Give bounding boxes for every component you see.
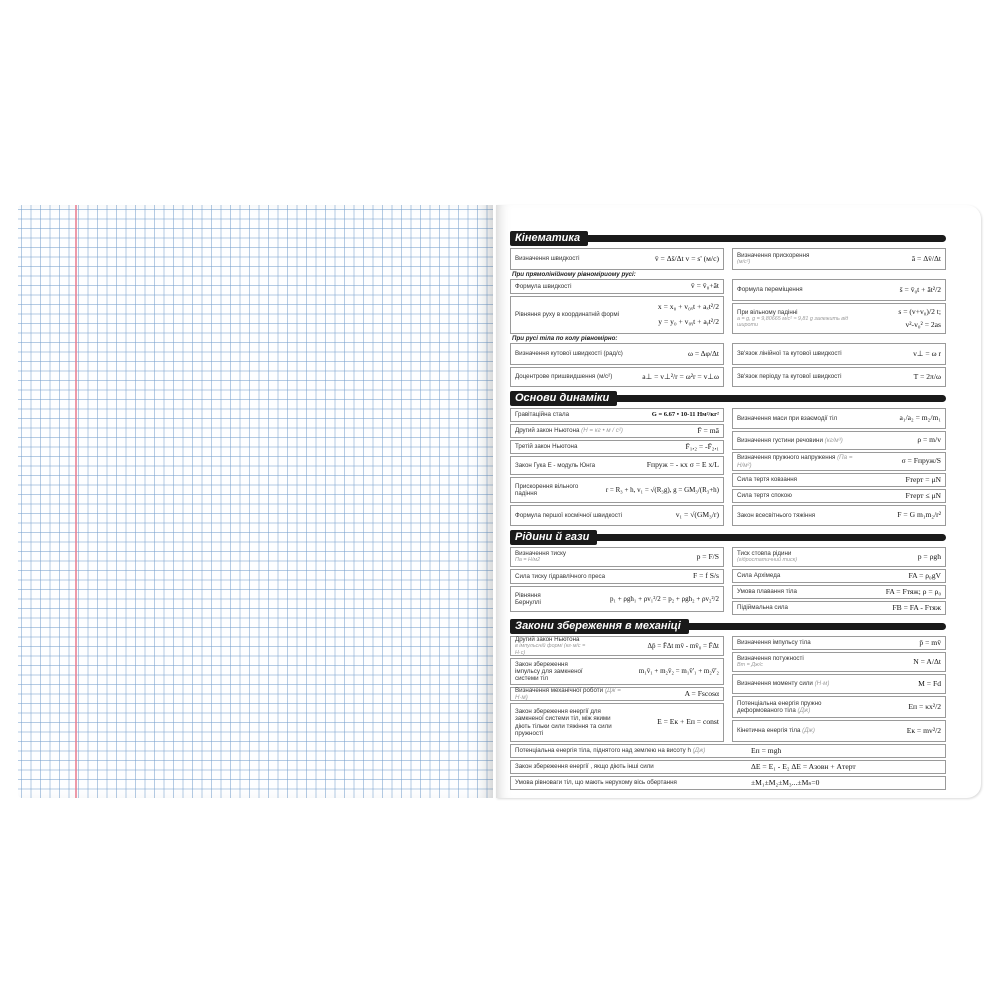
section-header-dynamics xyxy=(510,391,946,406)
notebook xyxy=(18,205,981,798)
formula-row xyxy=(510,248,946,270)
formula-row xyxy=(510,343,946,387)
formula: a⊥ = v⊥²/r = ω²r = v⊥ω xyxy=(642,371,719,381)
formula: p = F/S xyxy=(696,551,719,561)
section-header-conservation xyxy=(510,619,946,634)
formula-label: Визначення пружного напруження xyxy=(737,454,836,462)
formula-cell xyxy=(510,760,946,774)
formula-label: Закон всесвітнього тяжіння xyxy=(737,511,816,519)
section-bar xyxy=(590,534,946,541)
formula-cell xyxy=(732,696,946,718)
formula-note: (Дж = Н·м) xyxy=(515,686,621,701)
formula-label: Сила тертя ковзання xyxy=(737,476,798,484)
formula: Eп = κx²/2 xyxy=(908,701,941,711)
section-title: Закони збереження в механіці xyxy=(510,619,689,634)
formula: s̄ = v̄₀t + āt²/2 xyxy=(899,284,941,294)
formula-cell xyxy=(510,296,724,334)
formula-label: Другий закон Ньютона xyxy=(515,636,580,644)
formula: p̄ = mv̄ xyxy=(919,637,941,647)
formula-label: Потенціальна енергія тіла, піднятого над землею на висоту h xyxy=(515,747,691,755)
formula-label: Рівняння руху в координатній формі xyxy=(515,311,619,319)
formula: Eп = mgh xyxy=(751,745,782,755)
formula-cell xyxy=(732,569,946,583)
formula-cell xyxy=(510,569,724,584)
section-bar xyxy=(606,395,946,402)
formula-label: Тиск стовпа рідини xyxy=(737,550,792,558)
formula-cell xyxy=(732,408,946,429)
formula: FB = FA - Fтяж xyxy=(892,602,941,612)
formula: r = R₃ + h, v₁ = √(R₃g), g = GM₃/(R₃+h) xyxy=(605,485,719,494)
formula-label: Умова рівноваги тіл, що мають нерухому вісь обертання xyxy=(515,779,677,787)
formula: ΔE = E₁ - E₂ ΔE = Aзовн + Aтерт xyxy=(751,761,856,771)
formula-note: в імпульсній формі (кг·м/с = Н·с) xyxy=(515,643,586,656)
formula-label: Підіймальна сила xyxy=(737,604,788,612)
formula: Fпруж = - κx σ = E x/L xyxy=(646,460,719,470)
formula: v̄ = Δs̄/Δt v = s' (м/с) xyxy=(654,253,719,263)
subsection-title: При прямолінійному рівноміриому русі: xyxy=(512,271,636,278)
formula: v̄ = v̄₀+āt xyxy=(690,281,719,291)
formula-label: Третій закон Ньютона xyxy=(515,443,578,451)
margin-line xyxy=(75,205,77,798)
formula: T = 2π/ω xyxy=(913,371,941,381)
formula-label: Рівняння Бернуллі xyxy=(515,591,541,606)
formula-cell xyxy=(732,367,946,387)
formula-label: Визначення моменту сили xyxy=(737,680,813,688)
section-header-fluids xyxy=(510,530,946,545)
formula-list-full-width xyxy=(510,744,946,790)
formula-cell xyxy=(510,424,724,438)
formula: Fтерт ≤ μN xyxy=(905,490,941,500)
formula: FA = ρ₀gV xyxy=(908,570,941,580)
formula-label: Прискорення вільного падіння xyxy=(515,482,579,497)
formula: A = Fscosα xyxy=(684,688,719,698)
formula-label: Визначення швидкості xyxy=(515,255,580,263)
formula-cell xyxy=(510,248,724,270)
formula: v²-v₀² = 2as xyxy=(905,319,941,329)
formula-cell xyxy=(510,776,946,790)
formula-cell xyxy=(732,489,946,503)
formula-label: Визначення тиску xyxy=(515,550,566,558)
formula-label: Умова плавання тіла xyxy=(737,588,797,596)
formula: m₁v̄₁ + m₂v̄₂ = m₁v̄'₁ + m₂v̄'₂ xyxy=(638,667,719,676)
grid-page-left xyxy=(18,205,493,798)
formula-page-right xyxy=(496,205,981,798)
formula: F = G m₁m₂/r² xyxy=(897,510,941,520)
formula-cell xyxy=(510,658,724,685)
formula-cell xyxy=(510,547,724,567)
formula-note: a = g, g = 9,80665 м/с² ≈ 9,81 g залежить від широти xyxy=(737,315,849,329)
formula: M = Fd xyxy=(918,678,941,688)
formula-cell xyxy=(510,367,724,387)
formula-label: При вільному падінні xyxy=(737,308,798,316)
formula-cell xyxy=(510,279,724,294)
formula-label: Визначення кутової швидкості (рад/с) xyxy=(515,350,623,358)
formula: ā = Δv̄/Δt xyxy=(911,253,941,263)
formula-note: (Дж) xyxy=(802,727,815,735)
formula-row xyxy=(510,279,946,334)
formula-label: Потенціальна енергія пружно деформованого тіла xyxy=(737,699,822,714)
formula-cell xyxy=(510,586,724,612)
formula-label: Визначення імпульсу тіла xyxy=(737,639,811,647)
formula-cell xyxy=(510,440,724,454)
formula-label: Кінетична енергія тіла xyxy=(737,727,801,735)
formula-label: Визначення прискорення xyxy=(737,252,810,260)
formula: ω = Δφ/Δt xyxy=(687,348,719,358)
formula: N = A/Δt xyxy=(913,656,941,666)
formula: v⊥ = ω r xyxy=(913,348,941,358)
formula-label: Доцентрове пришвидшення (м/с²) xyxy=(515,373,613,381)
formula: Eк = mv²/2 xyxy=(906,725,941,735)
section-title: Кінематика xyxy=(510,231,588,246)
formula-label: Закон збереження енергії для замкненої системи тіл, між якими діють тільки сили тяжіння та сили пружності xyxy=(515,708,612,737)
formula: ρ = m/v xyxy=(917,435,941,445)
formula-cell xyxy=(510,456,724,475)
formula: Δp̄ = F̄Δt mv̄ - mv̄₀ = F̄Δt xyxy=(647,641,719,650)
section-header-kinematics xyxy=(510,231,946,246)
formula: FA = Fтяж; ρ = ρ₀ xyxy=(885,586,941,596)
formula-label: Визначення механічної роботи xyxy=(515,686,604,694)
formula-sheet xyxy=(510,231,946,790)
formula-cell xyxy=(732,505,946,526)
formula: p = ρgh xyxy=(917,551,941,561)
formula: s = (v+v₀)/2 t; xyxy=(898,306,941,316)
formula-label: Визначення потужності xyxy=(737,655,804,663)
formula-label: Формула швидкості xyxy=(515,282,572,290)
formula-cell xyxy=(732,652,946,672)
formula-note: (Дж) xyxy=(692,747,706,755)
formula-cell xyxy=(732,674,946,694)
formula-cell xyxy=(732,601,946,615)
formula-cell xyxy=(510,687,724,701)
formula-label: Зв'язок лінійної та кутової швидкості xyxy=(737,350,842,358)
formula: F̄ = mā xyxy=(697,425,719,435)
formula: F̄₁,₂ = -F̄₂,₁ xyxy=(685,441,719,451)
formula: σ = Fпруж/S xyxy=(901,456,941,466)
formula-label: Закон Гука E - модуль Юнга xyxy=(515,461,596,469)
formula-note: Па = Н/м2 xyxy=(515,557,541,564)
formula-note: (Па = Н/м²) xyxy=(737,454,853,469)
formula-label: Гравітаційна стала xyxy=(515,411,570,419)
section-bar xyxy=(570,235,946,242)
subsection-title: При русі тіла по колу рівномірно: xyxy=(512,335,618,342)
formula-note: (Н = кг • м / с²) xyxy=(581,427,623,435)
formula-cell xyxy=(732,585,946,599)
formula: G = 6.67 • 10-11 Нм²/кг² xyxy=(651,411,719,419)
formula-label: Формула першої космічної швидкості xyxy=(515,511,623,519)
formula-note: (гідростатичний тиск) xyxy=(737,557,798,564)
formula-label: Сила Архімеда xyxy=(737,572,781,580)
formula: Fтерт = μN xyxy=(905,474,941,484)
formula: ±M₁±M₂±M₃...±Mₙ=0 xyxy=(751,777,820,787)
formula-cell xyxy=(732,636,946,650)
formula-cell xyxy=(732,279,946,301)
formula: p₁ + ρgh₁ + ρv₁²/2 = p₂ + ρgh₂ + ρv₂²/2 xyxy=(610,594,719,603)
formula-cell xyxy=(732,473,946,487)
formula-label: Визначення маси при взаємодії тіл xyxy=(737,414,838,422)
formula-note: (кг/м³) xyxy=(824,436,843,444)
formula-label: Закон збереження імпульсу для замкненої системи тіл xyxy=(515,660,583,683)
formula-cell xyxy=(510,636,724,656)
formula: E = Eк + Eп = const xyxy=(657,717,719,727)
formula-cell xyxy=(510,343,724,365)
formula: x = x₀ + v₀ₓt + aₓt²/2 xyxy=(657,302,719,312)
formula-label: Формула переміщення xyxy=(737,286,803,294)
formula-row xyxy=(510,408,946,526)
formula-cell xyxy=(510,703,724,742)
formula-cell xyxy=(732,547,946,567)
formula-cell xyxy=(510,744,946,758)
formula-cell xyxy=(732,248,946,270)
section-title: Основи динаміки xyxy=(510,391,617,406)
formula-cell xyxy=(732,720,946,742)
formula-cell xyxy=(732,303,946,334)
formula-cell xyxy=(732,431,946,450)
formula-cell xyxy=(510,408,724,422)
formula-note: Вт = Дж/с xyxy=(737,662,763,669)
formula-note: (м/с²) xyxy=(737,259,751,266)
formula: F = f S/s xyxy=(692,571,719,581)
section-title: Рідини й гази xyxy=(510,530,597,545)
formula-note: (Дж) xyxy=(797,707,811,714)
formula-cell xyxy=(510,505,724,526)
formula: a₁/a₂ = m₂/m₁ xyxy=(899,413,941,423)
formula-label: Визначення густини речовини xyxy=(737,436,823,444)
formula-label: Зв'язок періоду та кутової швидкості xyxy=(737,373,842,381)
formula-cell xyxy=(732,343,946,365)
formula-label: Сила тертя спокою xyxy=(737,492,792,500)
formula-cell xyxy=(510,477,724,503)
formula-label: Другий закон Ньютона xyxy=(515,427,580,435)
formula-label: Сила тиску гідравлічного преса xyxy=(515,572,606,580)
formula-note: (Н·м) xyxy=(814,680,830,688)
formula-row xyxy=(510,547,946,615)
formula: v₁ = √(GM₃/r) xyxy=(675,510,719,520)
formula-label: Закон збереження енергії , якщо діють інші сили xyxy=(515,763,654,771)
formula: y = y₀ + v₀ᵧt + aᵧt²/2 xyxy=(658,317,719,326)
formula-row xyxy=(510,636,946,742)
section-bar xyxy=(660,623,946,630)
formula-cell xyxy=(732,452,946,471)
